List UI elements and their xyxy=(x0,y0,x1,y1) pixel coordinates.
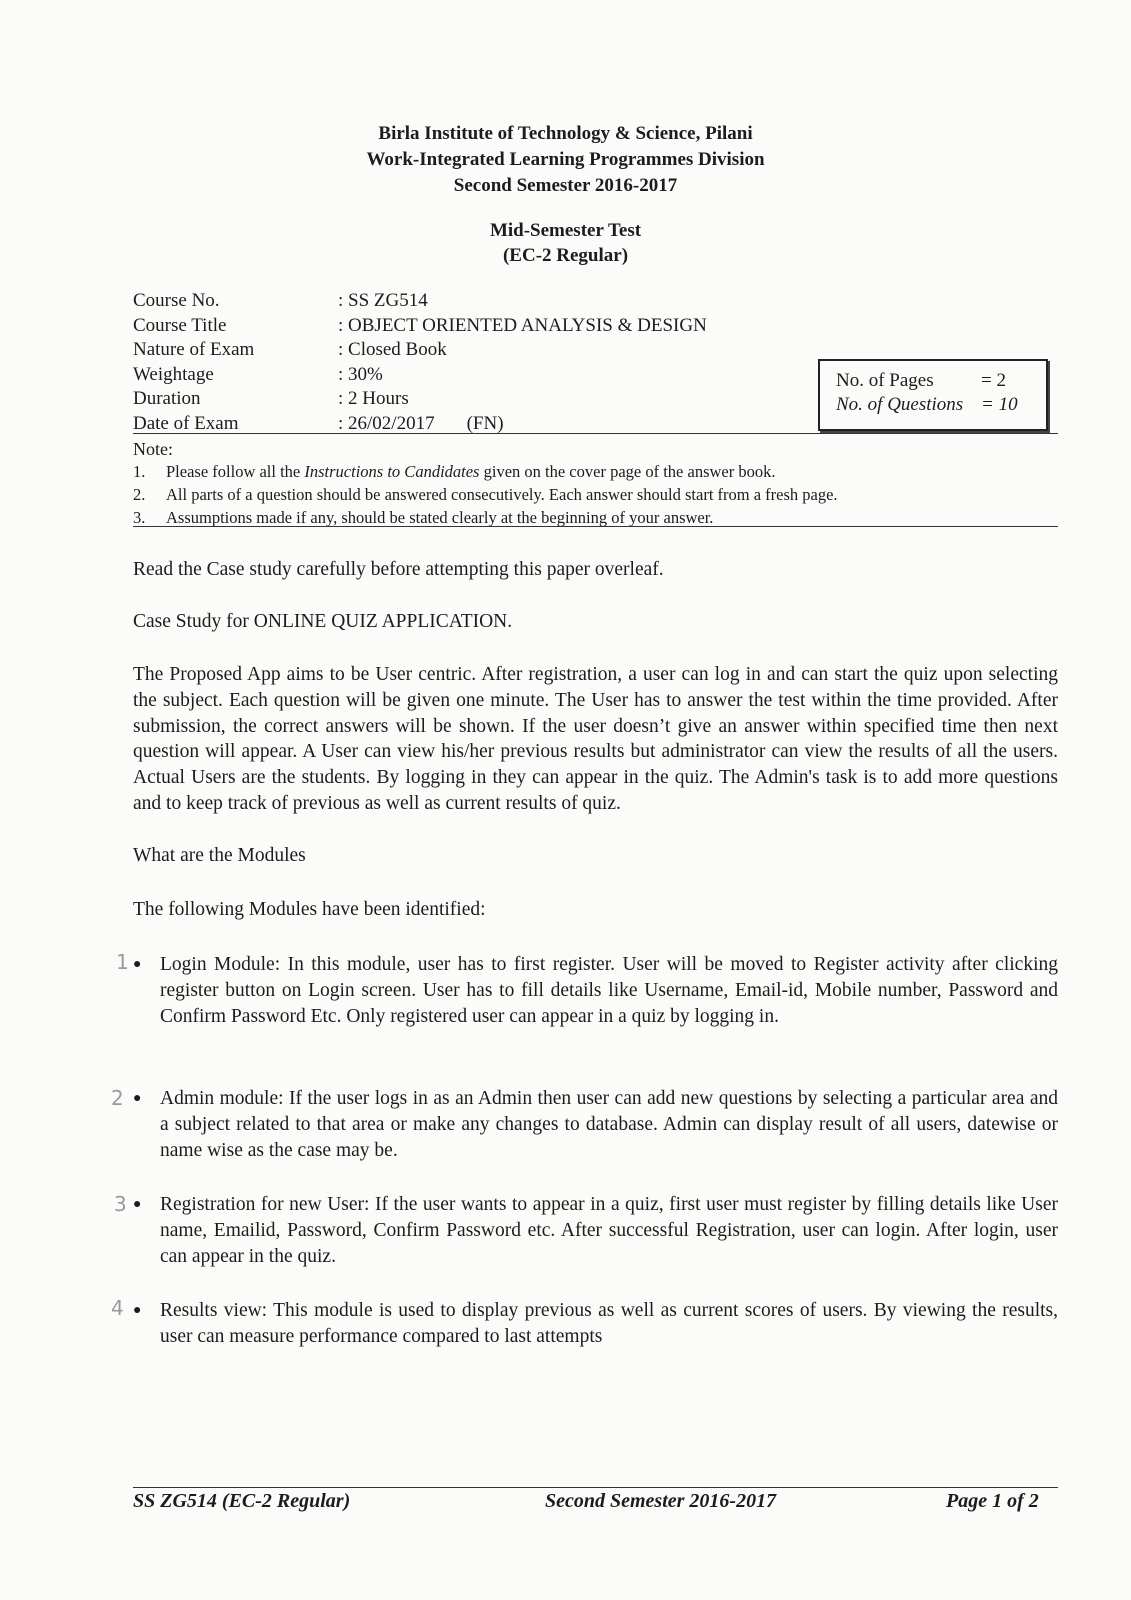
notes-section xyxy=(133,438,838,529)
test-name: Mid-Semester Test xyxy=(489,220,642,241)
footer-divider xyxy=(133,1487,1058,1488)
divider xyxy=(133,433,1058,434)
course-info-label: Weightage xyxy=(133,363,214,385)
divider xyxy=(133,526,1058,527)
course-info-row xyxy=(133,363,707,388)
note-item: 3. Assumptions made if any, should be stated clearly at the beginning of your answer. xyxy=(133,508,714,527)
module-list-item xyxy=(133,952,1058,1029)
bullet-icon: ● xyxy=(133,957,142,972)
questions-label: No. of Questions xyxy=(836,394,964,415)
course-info-label: Nature of Exam xyxy=(133,339,255,360)
course-info-row xyxy=(133,289,707,314)
module-list-item xyxy=(133,1298,1058,1350)
pages-info-box xyxy=(818,359,1048,431)
footer-page-number: Page 1 of 2 xyxy=(946,1490,1039,1512)
footer-course-code: SS ZG514 (EC-2 Regular) xyxy=(133,1490,351,1512)
module-text: Login Module: In this module, user has to first register. User will be moved to Register activity after clicking register button on Login screen. User has to fill details like Username, Email-id, Mobile number, Password and Confirm Password Etc. Only registered user can appear in a quiz by logging in. xyxy=(160,954,1058,1027)
bullet-icon: ● xyxy=(133,1091,142,1106)
module-text: Results view: This module is used to display previous as well as current scores of users. By viewing the results, user can measure performance compared to last attempts xyxy=(160,1300,1058,1347)
exam-session: (FN) xyxy=(466,412,504,434)
note-item: 2. All parts of a question should be answered consecutively. Each answer should start from a fresh page. xyxy=(133,485,838,504)
module-text: Registration for new User: If the user wants to appear in a quiz, first user must register by filling details like User name, Emailid, Password, Confirm Password etc. After successful Registration, user can login. After login, user can appear in the quiz. xyxy=(160,1194,1058,1267)
pages-value: = 2 xyxy=(981,370,1006,391)
handwritten-mark: 2 xyxy=(111,1086,124,1110)
course-info-value: : OBJECT ORIENTED ANALYSIS & DESIGN xyxy=(338,314,707,336)
course-info-table xyxy=(133,289,707,436)
bullet-icon: ● xyxy=(133,1197,142,1212)
case-description: The Proposed App aims to be User centric. After registration, a user can log in and can start the quiz upon selecting the subject. Each question will be given one minute. The User has to answer the test within the time provided. After submission, the correct answers will be shown. If the user doesn’t give an answer within specified time then next question will appear. A User can view his/her previous results but administrator can view the results of all the users. Actual Users are the students. By logging in they can appear in the quiz. The Admin's task is to add more questions and to keep track of previous as well as current results of quiz. xyxy=(133,664,1058,814)
course-info-label: Duration xyxy=(133,388,201,409)
course-info-row xyxy=(133,387,707,412)
questions-value: = 10 xyxy=(981,394,1018,415)
module-list-item xyxy=(133,1086,1058,1163)
handwritten-mark: 4 xyxy=(111,1296,124,1320)
course-info-label: Date of Exam xyxy=(133,412,239,434)
handwritten-mark: 3 xyxy=(114,1192,127,1216)
module-list-item xyxy=(133,1192,1058,1269)
course-info-row xyxy=(133,338,707,363)
course-info-value: : 30% xyxy=(338,363,383,385)
institute-name: Birla Institute of Technology & Science, Pilani xyxy=(378,123,753,144)
course-info-value: : Closed Book xyxy=(338,339,447,360)
case-study-title: Case Study for ONLINE QUIZ APPLICATION. xyxy=(133,611,513,632)
modules-intro: The following Modules have been identified: xyxy=(133,899,486,920)
test-title xyxy=(0,218,1131,268)
handwritten-mark: 1 xyxy=(116,950,129,974)
course-info-label: Course No. xyxy=(133,290,220,311)
test-type: (EC-2 Regular) xyxy=(502,245,629,266)
course-info-row xyxy=(133,314,707,339)
semester-title: Second Semester 2016-2017 xyxy=(453,175,678,196)
course-info-value: : SS ZG514 xyxy=(338,290,428,311)
module-text: Admin module: If the user logs in as an Admin then user can add new questions by selecting a particular area and a subject related to that area or make any changes to database. Admin can display result of all users, datewise or name wise as the case may be. xyxy=(160,1088,1058,1161)
modules-question: What are the Modules xyxy=(133,845,306,866)
course-info-value: : 26/02/2017 xyxy=(338,412,435,434)
course-info-value: : 2 Hours xyxy=(338,388,409,409)
pages-label: No. of Pages xyxy=(836,370,934,391)
note-item: 1. Please follow all the Instructions to Candidates given on the cover page of the answer book. xyxy=(133,462,776,481)
notes-title: Note: xyxy=(133,439,173,459)
intro-paragraph: Read the Case study carefully before attempting this paper overleaf. xyxy=(133,559,664,580)
bullet-icon: ● xyxy=(133,1303,142,1318)
institute-header xyxy=(0,121,1131,199)
course-info-label: Course Title xyxy=(133,314,227,336)
footer-semester: Second Semester 2016-2017 xyxy=(545,1490,777,1512)
division-name: Work-Integrated Learning Programmes Division xyxy=(366,149,765,170)
